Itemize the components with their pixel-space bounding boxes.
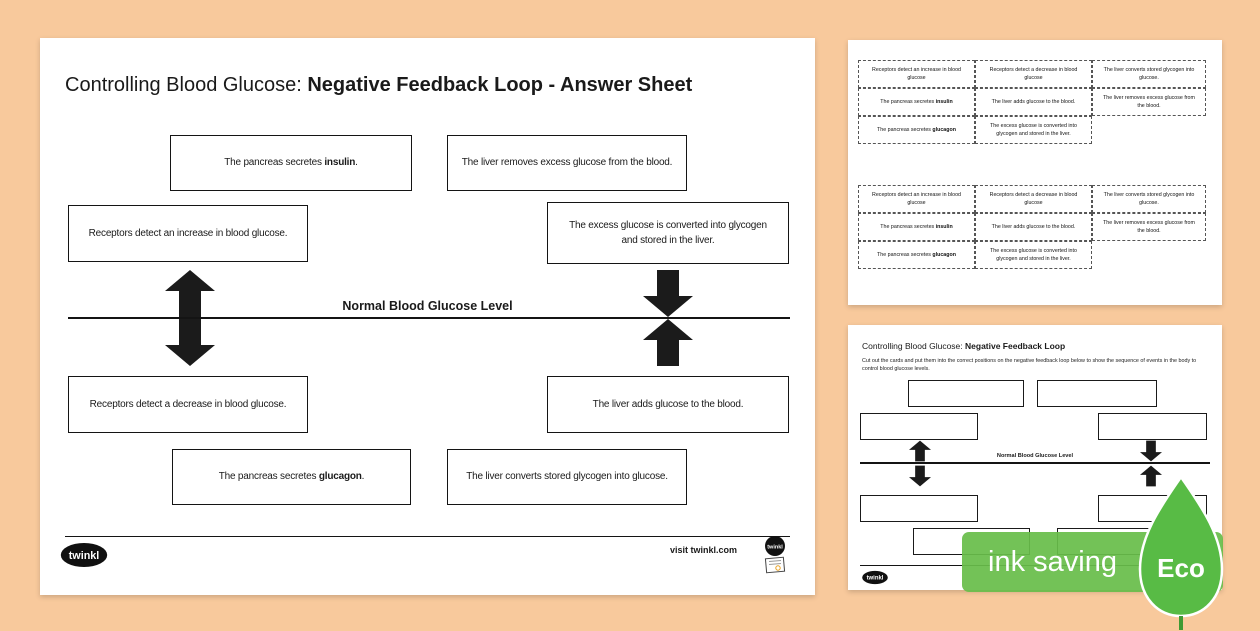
- statement-box-converted: The excess glucose is converted into glycogen and stored in the liver.: [547, 202, 789, 264]
- svg-text:twinkl: twinkl: [866, 575, 884, 582]
- word-card: The pancreas secretes insulin: [858, 88, 975, 116]
- card-group: [858, 185, 1206, 269]
- worksheet-title: Controlling Blood Glucose: Negative Feedback Loop: [862, 341, 1066, 351]
- word-card: The liver adds glucose to the blood.: [975, 213, 1092, 241]
- word-card: The liver removes excess glucose from the blood.: [1092, 88, 1206, 116]
- visit-twinkl-text: visit twinkl.com: [669, 545, 737, 555]
- up-arrow-icon: [643, 319, 693, 366]
- ws-axis-line: [860, 462, 1210, 464]
- worksheet-instructions: Cut out the cards and put them into the correct positions on the negative feedback loop below to show the sequence of events in the body to control blood glucose levels.: [862, 358, 1197, 373]
- statement-box-increase: Receptors detect an increase in blood glucose.: [68, 205, 308, 262]
- word-card: The excess glucose is converted into glycogen and stored in the liver.: [975, 241, 1092, 269]
- word-card: The excess glucose is converted into glycogen and stored in the liver.: [975, 116, 1092, 144]
- word-card: Receptors detect a decrease in blood glucose: [975, 185, 1092, 213]
- word-card: The liver converts stored glycogen into glucose.: [1092, 185, 1206, 213]
- word-card: Receptors detect an increase in blood glucose: [858, 185, 975, 213]
- down-arrow-icon: [1140, 440, 1162, 462]
- answer-slot: [908, 380, 1024, 407]
- statement-box-adds: The liver adds glucose to the blood.: [547, 376, 789, 433]
- ws-axis-label: Normal Blood Glucose Level: [996, 453, 1074, 459]
- word-card: The pancreas secretes insulin: [858, 213, 975, 241]
- answer-slot: [1037, 380, 1157, 407]
- down-arrow-icon: [909, 465, 931, 487]
- statement-box-insulin: The pancreas secretes insulin.: [170, 135, 412, 191]
- page-title-bold: Negative Feedback Loop - Answer Sheet: [307, 74, 693, 96]
- page-title: [65, 74, 692, 97]
- word-card: The liver adds glucose to the blood.: [975, 88, 1092, 116]
- statement-box-decrease: Receptors detect a decrease in blood glucose.: [68, 376, 308, 433]
- page-title-regular: Controlling Blood Glucose:: [65, 74, 308, 96]
- answer-slot: [860, 495, 978, 522]
- up-arrow-icon: [165, 270, 215, 317]
- eco-leaf-icon: [1136, 474, 1226, 631]
- answer-sheet-page: [40, 38, 815, 595]
- answer-slot: [860, 413, 978, 440]
- word-card: Receptors detect an increase in blood glucose: [858, 60, 975, 88]
- svg-text:twinkl: twinkl: [767, 544, 783, 551]
- statement-box-removes: The liver removes excess glucose from the blood.: [447, 135, 687, 191]
- footer-line: [65, 536, 790, 537]
- down-arrow-icon: [165, 319, 215, 366]
- svg-text:twinkl: twinkl: [68, 550, 100, 562]
- word-card: The pancreas secretes glucagon: [858, 116, 975, 144]
- card-group: [858, 60, 1206, 144]
- up-arrow-icon: [909, 440, 931, 462]
- cards-sheet-page: [848, 40, 1222, 305]
- word-card: The pancreas secretes glucagon: [858, 241, 975, 269]
- twinkl-logo: [860, 570, 890, 585]
- word-card: The liver converts stored glycogen into glucose.: [1092, 60, 1206, 88]
- ink-saving-label: ink saving: [988, 545, 1117, 578]
- axis-label: Normal Blood Glucose Level: [342, 299, 513, 313]
- down-arrow-icon: [643, 270, 693, 317]
- answer-slot: [1098, 413, 1207, 440]
- word-card: Receptors detect a decrease in blood glucose: [975, 60, 1092, 88]
- statement-box-glucagon: The pancreas secretes glucagon.: [172, 449, 411, 505]
- word-card: The liver removes excess glucose from the blood.: [1092, 213, 1206, 241]
- statement-box-converts: The liver converts stored glycogen into glucose.: [447, 449, 687, 505]
- quality-badge: [754, 536, 796, 574]
- eco-label: Eco: [1157, 553, 1205, 583]
- twinkl-logo: [60, 540, 108, 570]
